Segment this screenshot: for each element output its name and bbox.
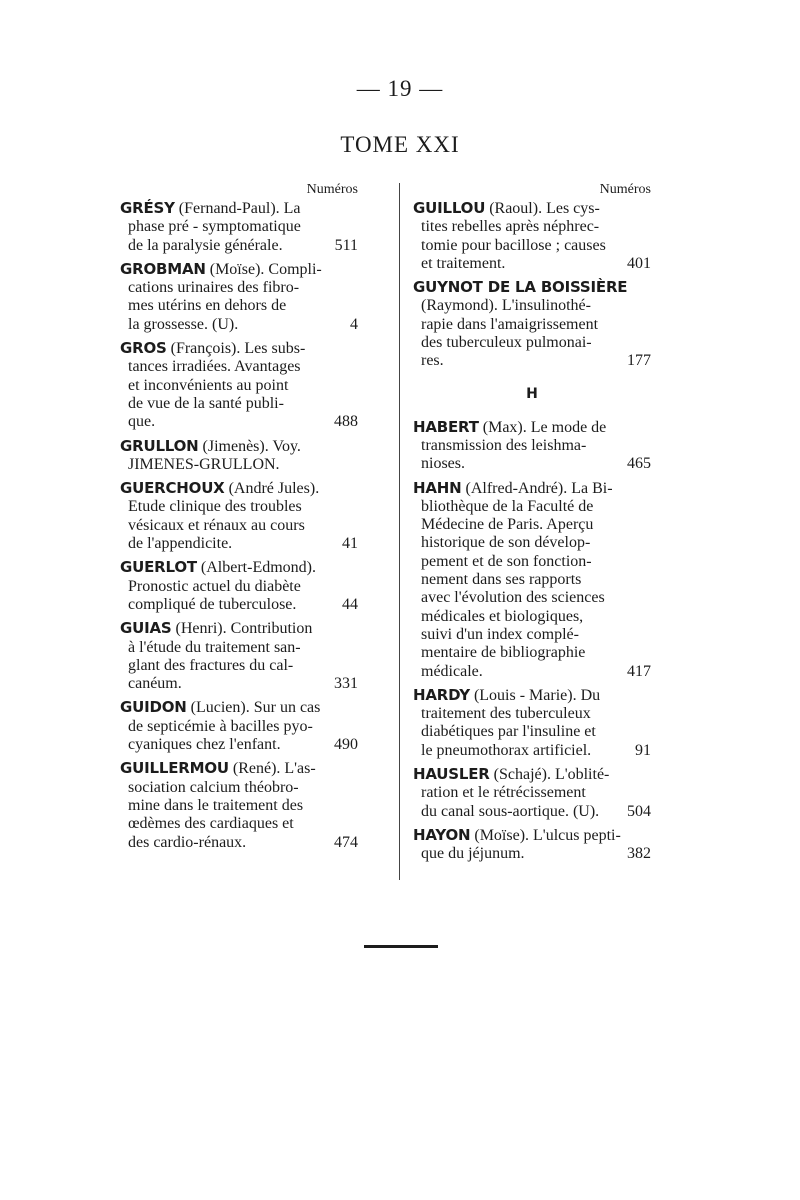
entry-text-line: phase pré - symptomatique <box>128 218 301 236</box>
thesis-number: 91 <box>635 741 651 759</box>
author-name: GROS <box>120 339 167 358</box>
entry-text-line: de l'appendicite. <box>128 535 233 553</box>
entry-text-line: (Alfred-André). La Bi- <box>465 479 613 497</box>
entry-text-line: (Moïse). L'ulcus pepti- <box>474 826 621 844</box>
author-name: HAHN <box>413 478 462 497</box>
entry-text-line: (Jimenès). Voy. <box>202 437 301 455</box>
entry-text-line: tomie pour bacillose ; causes <box>421 236 606 254</box>
entry-text-line: (Henri). Contribution <box>175 620 313 638</box>
author-name: GUILLOU <box>413 199 486 217</box>
thesis-number: 331 <box>334 675 358 693</box>
entry-text-line: des tuberculeux pulmonai- <box>421 334 592 352</box>
thesis-number: 465 <box>627 455 651 473</box>
author-name: HARDY <box>413 685 470 704</box>
index-entry <box>120 339 358 431</box>
entry-text-line: compliqué de tuberculose. <box>128 595 297 613</box>
entry-text-line: canéum. <box>128 675 182 693</box>
entry-text-line: glant des fractures du cal- <box>128 656 294 674</box>
entry-text-line: nement dans ses rapports <box>421 571 582 589</box>
entry-text-line: suivi d'un index complé- <box>421 625 579 643</box>
right-column <box>413 181 651 869</box>
thesis-number: 177 <box>627 352 651 370</box>
author-name: GUIAS <box>120 619 172 638</box>
entry-text-line: que du jéjunum. <box>421 845 525 863</box>
entry-text-line: traitement des tuberculeux <box>421 705 591 723</box>
right-column-header: Numéros <box>599 182 651 197</box>
author-name: GRÉSY <box>120 199 175 217</box>
entry-text-line: mentaire de bibliographie <box>421 644 586 662</box>
entry-text-line: de la paralysie générale. <box>128 236 283 254</box>
index-entry <box>413 686 651 760</box>
entry-text-line: (Raoul). Les cys- <box>489 200 600 217</box>
entry-text-line: du canal sous-aortique. (U). <box>421 802 600 820</box>
entry-text-line: vésicaux et rénaux au cours <box>128 516 305 534</box>
page-number: — 19 — <box>356 76 444 101</box>
entry-text-line: (Fernand-Paul). La <box>178 200 301 217</box>
author-name: GROBMAN <box>120 259 206 278</box>
index-entry <box>120 199 358 255</box>
index-entry <box>120 619 358 693</box>
author-name: GUIDON <box>120 698 187 717</box>
entry-text-line: Pronostic actuel du diabète <box>128 577 301 595</box>
entry-text-line: et traitement. <box>421 254 506 272</box>
entry-text-line: la grossesse. (U). <box>128 315 239 333</box>
entry-text-line: historique de son dévelop- <box>421 534 591 552</box>
left-column-header: Numéros <box>306 182 358 197</box>
index-entry <box>413 278 651 370</box>
left-column <box>120 181 358 857</box>
entry-text-line: tances irradiées. Avantages <box>128 358 301 376</box>
entry-text-line: (Raymond). L'insulinothé- <box>421 297 591 315</box>
entry-text-line: et inconvénients au point <box>128 376 289 394</box>
column-divider <box>399 183 400 880</box>
thesis-number: 504 <box>627 802 651 820</box>
author-name: HABERT <box>413 417 479 436</box>
index-entry <box>120 437 358 475</box>
thesis-number: 382 <box>627 845 651 863</box>
thesis-number: 401 <box>627 254 651 272</box>
index-entry <box>413 479 651 681</box>
entry-text-line: res. <box>421 352 444 370</box>
entry-text-line: le pneumothorax artificiel. <box>421 741 592 759</box>
entry-text-line: cyaniques chez l'enfant. <box>128 736 281 754</box>
end-rule <box>364 945 438 948</box>
entry-text-line: (André Jules). <box>228 480 320 498</box>
right-entry-list-h <box>413 418 651 864</box>
entry-text-line: JIMENES-GRULLON. <box>128 455 280 473</box>
entry-text-line: rapie dans l'amaigrissement <box>421 315 599 333</box>
entry-text-line: cations urinaires des fibro- <box>128 279 300 297</box>
entry-text-line: nioses. <box>421 455 465 473</box>
entry-text-line: tites rebelles après néphrec- <box>421 218 600 236</box>
right-entry-list-g <box>413 199 651 371</box>
index-entry <box>120 558 358 614</box>
entry-text-line: pement et de son fonction- <box>421 552 592 570</box>
thesis-number: 474 <box>334 833 358 851</box>
author-name: GUERCHOUX <box>120 479 225 498</box>
entry-text-line: avec l'évolution des sciences <box>421 589 605 607</box>
entry-text-line: (François). Les subs- <box>170 340 306 358</box>
entry-text-line: mes utérins en dehors de <box>128 297 287 315</box>
thesis-number: 490 <box>334 736 358 754</box>
thesis-number: 488 <box>334 413 358 431</box>
author-name: GRULLON <box>120 436 199 455</box>
thesis-number: 4 <box>350 315 358 333</box>
author-name: GUERLOT <box>120 558 197 577</box>
index-entry <box>120 260 358 334</box>
entry-text-line: mine dans le traitement des <box>128 796 304 814</box>
entry-text-line: ration et le rétrécissement <box>421 784 586 802</box>
thesis-number: 41 <box>342 535 358 553</box>
index-entry <box>413 418 651 474</box>
entry-text-line: de vue de la santé publi- <box>128 394 284 412</box>
entry-text-line: (Louis - Marie). Du <box>473 686 601 704</box>
letter-heading-h: H <box>526 385 538 402</box>
entry-text-line: (Albert-Edmond). <box>200 559 316 577</box>
index-entry <box>413 199 651 273</box>
author-name: GUYNOT DE LA BOISSIÈRE <box>413 278 628 297</box>
entry-text-line: (Moïse). Compli- <box>209 260 322 278</box>
author-name: HAUSLER <box>413 765 490 784</box>
thesis-number: 44 <box>342 595 358 613</box>
thesis-number: 511 <box>334 236 358 254</box>
thesis-number: 417 <box>627 662 651 680</box>
entry-text-line: (René). L'as- <box>232 760 316 778</box>
entry-text-line: bliothèque de la Faculté de <box>421 497 594 515</box>
index-entry <box>413 765 651 821</box>
entry-text-line: à l'étude du traitement san- <box>128 638 301 656</box>
entry-text-line: œdèmes des cardiaques et <box>128 815 294 833</box>
index-entry <box>413 826 651 864</box>
entry-text-line: que. <box>128 413 156 431</box>
left-entry-list <box>120 199 358 852</box>
entry-text-line: médicales et biologiques, <box>421 607 584 625</box>
index-entry <box>120 759 358 851</box>
entry-text-line: Etude clinique des troubles <box>128 498 302 516</box>
author-name: GUILLERMOU <box>120 759 229 778</box>
entry-text-line: (Lucien). Sur un cas <box>190 699 321 717</box>
entry-text-line: sociation calcium théobro- <box>128 778 299 796</box>
entry-text-line: Médecine de Paris. Aperçu <box>421 516 594 534</box>
author-name: HAYON <box>413 825 471 844</box>
index-entry <box>120 698 358 754</box>
entry-text-line: des cardio-rénaux. <box>128 833 247 851</box>
entry-text-line: diabétiques par l'insuline et <box>421 723 596 741</box>
entry-text-line: médicale. <box>421 662 483 680</box>
entry-text-line: (Max). Le mode de <box>482 418 607 436</box>
entry-text-line: (Schajé). L'oblité- <box>493 766 610 784</box>
index-entry <box>120 479 358 553</box>
entry-text-line: de septicémie à bacilles pyo- <box>128 717 313 735</box>
entry-text-line: transmission des leishma- <box>421 436 587 454</box>
page-title: TOME XXI <box>340 132 460 157</box>
